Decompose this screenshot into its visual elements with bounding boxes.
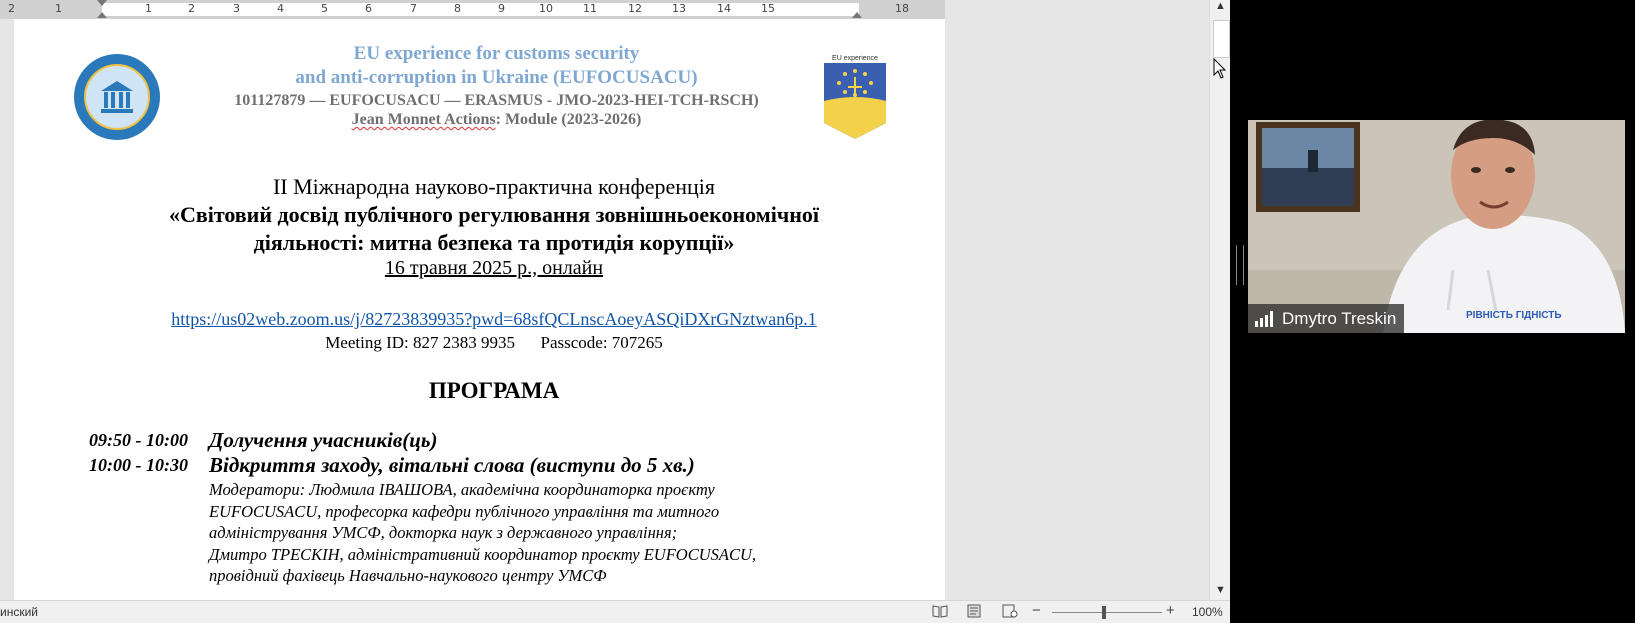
web-layout-icon[interactable] <box>1002 604 1018 618</box>
participant-name: Dmytro Treskin <box>1282 308 1397 328</box>
ruler-number: 9 <box>498 2 505 15</box>
moderator-line: адміністрування УМСФ, докторка наук з державного управління; <box>209 523 678 542</box>
ruler-number: 1 <box>145 2 152 15</box>
eu-experience-logo <box>820 53 890 141</box>
ruler-number: 12 <box>628 2 642 15</box>
read-mode-icon[interactable] <box>932 604 948 618</box>
ruler-number: 3 <box>233 2 240 15</box>
ruler-number: 11 <box>583 2 597 15</box>
meeting-id: Meeting ID: 827 2383 9935 <box>325 333 516 352</box>
moderator-line: Дмитро ТРЕСКІН, адміністративний координатор проєкту EUFOCUSACU, <box>209 544 757 564</box>
ruler-number: 13 <box>672 2 686 15</box>
left-indent-marker[interactable] <box>97 12 107 18</box>
ruler-number: 15 <box>761 2 775 15</box>
right-indent-marker[interactable] <box>852 12 862 18</box>
video-feed <box>1248 120 1625 333</box>
moderator-line: EUFOCUSACU, професорка кафедри публічного управління та митного <box>209 501 720 521</box>
panel-splitter-handle[interactable] <box>1236 245 1244 285</box>
ruler-number: 1 <box>55 2 62 15</box>
zoom-link-line <box>54 309 934 330</box>
conference-line2: «Світовий досвід публічного регулювання зовнішньоекономічної <box>168 202 820 227</box>
ruler-number: 6 <box>365 2 372 15</box>
zoom-slider-thumb[interactable] <box>1102 606 1106 619</box>
conference-line1: II Міжнародна науково-практична конференція <box>272 174 716 199</box>
zoom-in-icon[interactable]: + <box>1166 602 1175 619</box>
logo-caption: EU experience <box>832 55 878 62</box>
moderators-block <box>209 479 869 587</box>
ruler-number: 14 <box>717 2 731 15</box>
module-label: : Module (2023-2026) <box>495 111 642 128</box>
signal-strength-icon <box>1254 311 1274 327</box>
program-time: 09:50 - 10:00 <box>89 430 188 450</box>
horizontal-ruler[interactable] <box>0 0 945 19</box>
status-bar <box>0 600 1230 623</box>
ruler-number: 18 <box>895 2 909 15</box>
scrollbar-thumb[interactable] <box>1213 20 1230 58</box>
ruler-number: 8 <box>454 2 461 15</box>
ruler-number: 10 <box>539 2 553 15</box>
jean-monnet-label: Jean Monnet Actions <box>351 111 496 128</box>
zoom-link[interactable]: https://us02web.zoom.us/j/82723839935?pwd=68sfQCLnscAoeyASQiDXrGNztwan6p.1 <box>171 309 817 329</box>
project-title-line1: EU experience for customs security <box>353 43 640 64</box>
zoom-percentage[interactable]: 100% <box>1192 605 1223 619</box>
program-time: 10:00 - 10:30 <box>89 455 188 475</box>
conference-date: 16 травня 2025 р., онлайн <box>384 257 604 279</box>
ruler-number: 7 <box>410 2 417 15</box>
program-title: Відкриття заходу, вітальні слова (виступи до 5 хв.) <box>209 453 695 477</box>
project-title-line2: and anti-corruption in Ukraine (EUFOCUSACU) <box>295 67 698 88</box>
moderator-line: Модератори: Людмила ІВАШОВА, академічна координаторка проєкту <box>209 480 715 499</box>
building-icon <box>97 77 137 117</box>
participant-nameplate <box>1248 304 1404 333</box>
passcode: Passcode: 707265 <box>540 333 663 352</box>
mouse-cursor-icon <box>1213 58 1227 80</box>
first-line-indent-marker[interactable] <box>97 0 107 6</box>
ruler-number: 4 <box>277 2 284 15</box>
zoom-slider[interactable] <box>1052 612 1162 613</box>
scroll-down-arrow-icon[interactable]: ▼ <box>1215 584 1226 596</box>
vertical-scrollbar[interactable] <box>1209 0 1230 600</box>
program-heading: ПРОГРАМА <box>428 378 560 403</box>
moderator-line: провідний фахівець Навчально-наукового центру УМСФ <box>209 566 607 585</box>
document-page[interactable] <box>14 19 945 601</box>
ruler-number: 5 <box>321 2 328 15</box>
university-logo <box>74 54 160 140</box>
ruler-number: 2 <box>8 2 15 15</box>
ruler-text-area <box>102 3 859 16</box>
project-id: 101127879 — EUFOCUSACU — ERASMUS - JMO-2023-HEI-TCH-RSCH) <box>234 92 759 109</box>
ruler-number: 2 <box>188 2 195 15</box>
print-layout-icon[interactable] <box>966 604 982 618</box>
language-indicator[interactable]: инский <box>0 605 38 619</box>
conference-line3: діяльності: митна безпека та протидія корупції» <box>253 230 735 255</box>
scroll-up-arrow-icon[interactable]: ▲ <box>1215 0 1226 12</box>
zoom-out-icon[interactable]: − <box>1032 602 1041 619</box>
meeting-credentials <box>54 333 934 353</box>
hoodie-text: РІВНІСТЬ ГІДНІСТЬ <box>1466 310 1562 321</box>
participant-video-tile[interactable] <box>1248 120 1625 333</box>
program-title: Долучення учасників(ць) <box>209 428 438 452</box>
jean-monnet-line <box>164 111 829 129</box>
